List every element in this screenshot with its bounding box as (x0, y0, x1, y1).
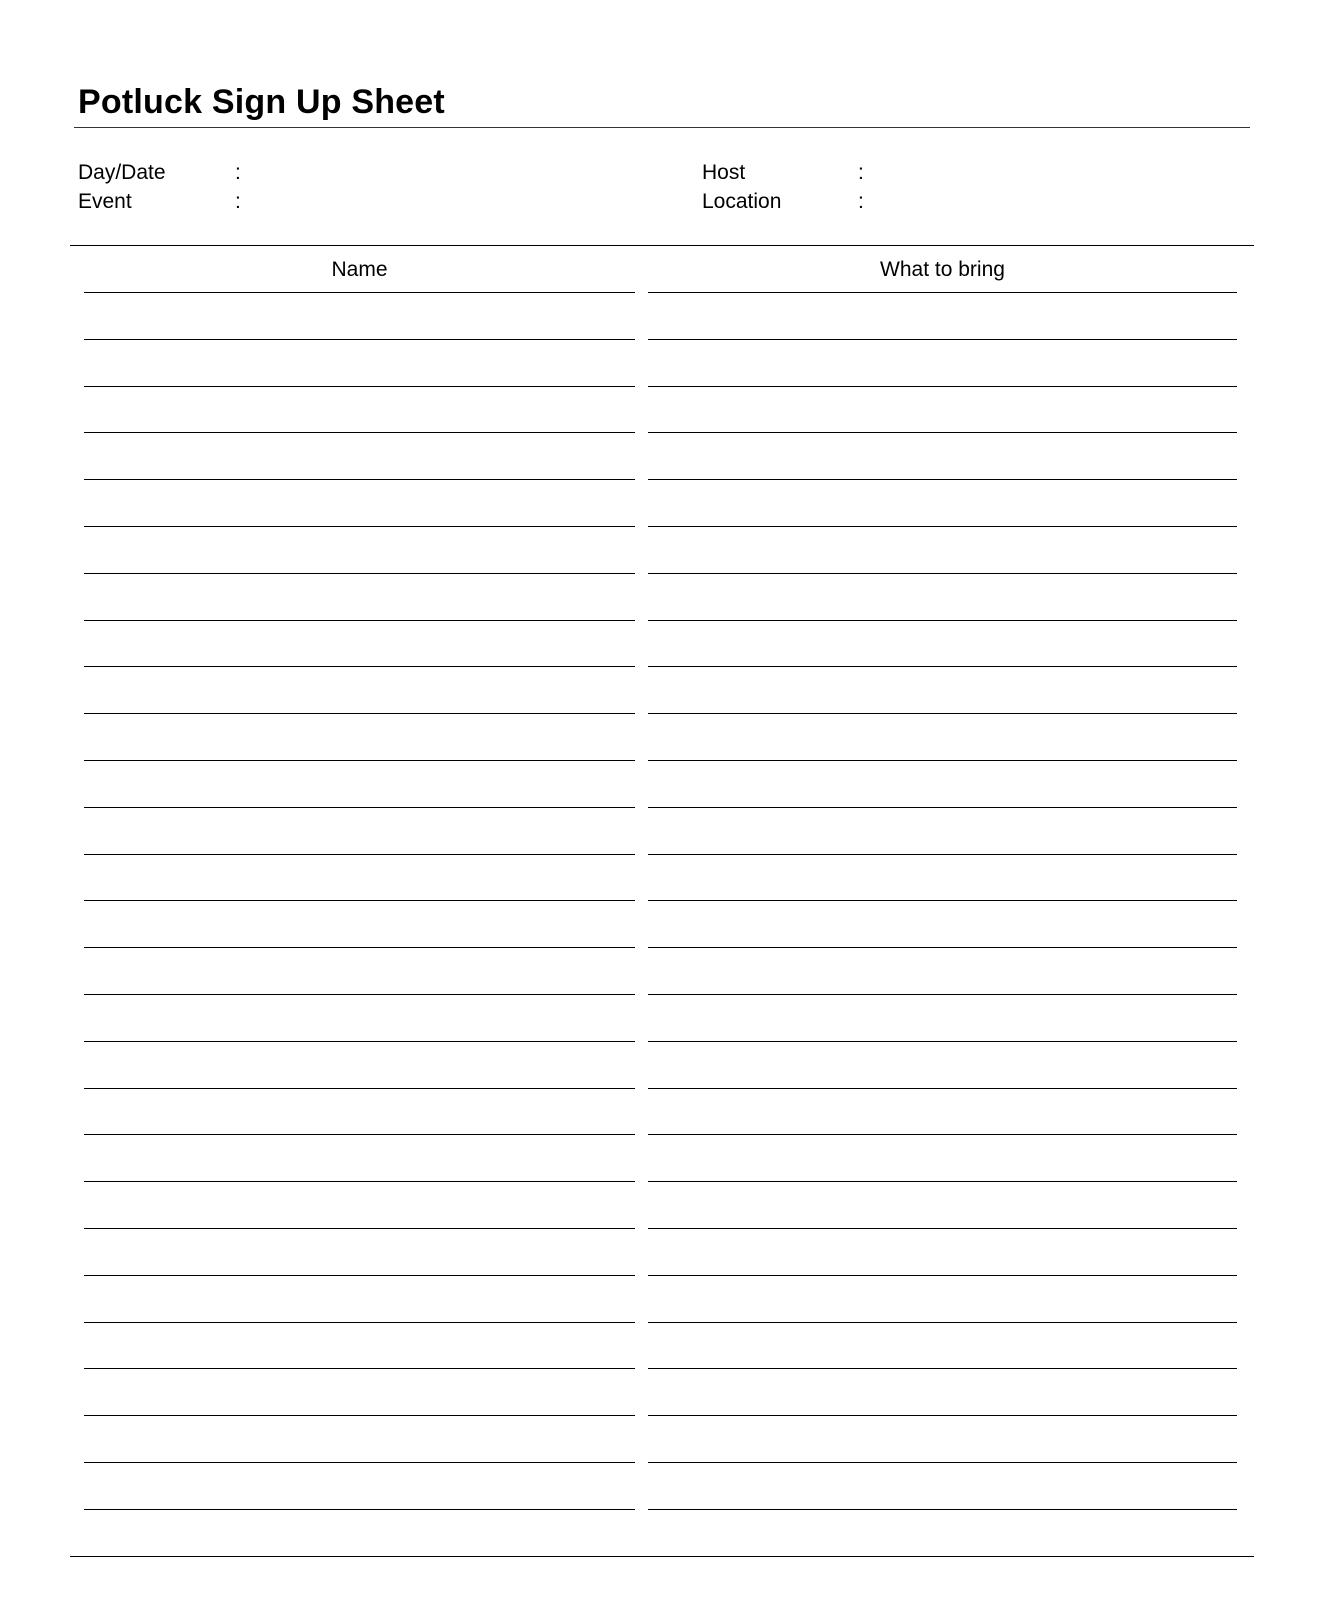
bring-entry-line (648, 994, 1237, 995)
name-entry-line (84, 1322, 635, 1323)
bring-entry-line (648, 526, 1237, 527)
bring-entry-line (648, 900, 1237, 901)
name-entry-line (84, 526, 635, 527)
bring-entry-line (648, 1134, 1237, 1135)
bring-entry-line (648, 760, 1237, 761)
name-entry-line (84, 1275, 635, 1276)
bring-entry-line (648, 1368, 1237, 1369)
bring-entry-line (648, 1322, 1237, 1323)
name-entry-line (84, 994, 635, 995)
bring-entry-line (648, 1415, 1237, 1416)
name-entry-line (84, 854, 635, 855)
bring-entry-line (648, 947, 1237, 948)
name-entry-line (84, 1134, 635, 1135)
bring-entry-line (648, 573, 1237, 574)
bring-entry-line (648, 620, 1237, 621)
name-entry-line (84, 1181, 635, 1182)
bring-entry-line (648, 1275, 1237, 1276)
name-entry-line (84, 760, 635, 761)
bring-entry-line (648, 1181, 1237, 1182)
location-row (702, 188, 1202, 216)
day-date-colon: : (235, 161, 241, 184)
bring-entry-line (648, 854, 1237, 855)
name-entry-line (84, 807, 635, 808)
name-entry-line (84, 713, 635, 714)
bring-entry-line (648, 1228, 1237, 1229)
name-entry-line (84, 1509, 635, 1510)
name-entry-line (84, 620, 635, 621)
bring-column-header: What to bring (880, 258, 1005, 281)
name-column-header: Name (331, 258, 388, 281)
table-top-rule (70, 245, 1254, 246)
name-entry-line (84, 1228, 635, 1229)
bring-entry-line (648, 1509, 1237, 1510)
event-label: Event (78, 190, 132, 213)
host-row (702, 159, 1202, 187)
day-date-label: Day/Date (78, 161, 166, 184)
name-entry-line (84, 339, 635, 340)
name-entry-line (84, 1415, 635, 1416)
name-entry-line (84, 1462, 635, 1463)
name-entry-line (84, 1368, 635, 1369)
bring-entry-line (648, 1041, 1237, 1042)
name-entry-line (84, 1088, 635, 1089)
bring-entry-line (648, 713, 1237, 714)
name-entry-line (84, 479, 635, 480)
name-entry-line (84, 292, 635, 293)
name-entry-line (84, 432, 635, 433)
location-label: Location (702, 190, 782, 213)
name-entry-line (84, 947, 635, 948)
day-date-row (78, 159, 638, 187)
bring-entry-line (648, 1088, 1237, 1089)
bring-entry-line (648, 386, 1237, 387)
event-colon: : (235, 190, 241, 213)
bring-entry-line (648, 339, 1237, 340)
location-colon: : (858, 190, 864, 213)
bring-entry-line (648, 292, 1237, 293)
name-entry-line (84, 666, 635, 667)
event-row (78, 188, 638, 216)
title-divider (74, 127, 1250, 128)
bring-entry-line (648, 432, 1237, 433)
bring-entry-line (648, 807, 1237, 808)
page-title: Potluck Sign Up Sheet (78, 83, 445, 121)
table-bottom-rule (70, 1556, 1254, 1557)
name-entry-line (84, 573, 635, 574)
host-label: Host (702, 161, 746, 184)
name-entry-line (84, 900, 635, 901)
name-entry-line (84, 1041, 635, 1042)
host-colon: : (858, 161, 864, 184)
name-entry-line (84, 386, 635, 387)
bring-entry-line (648, 666, 1237, 667)
bring-entry-line (648, 479, 1237, 480)
bring-entry-line (648, 1462, 1237, 1463)
